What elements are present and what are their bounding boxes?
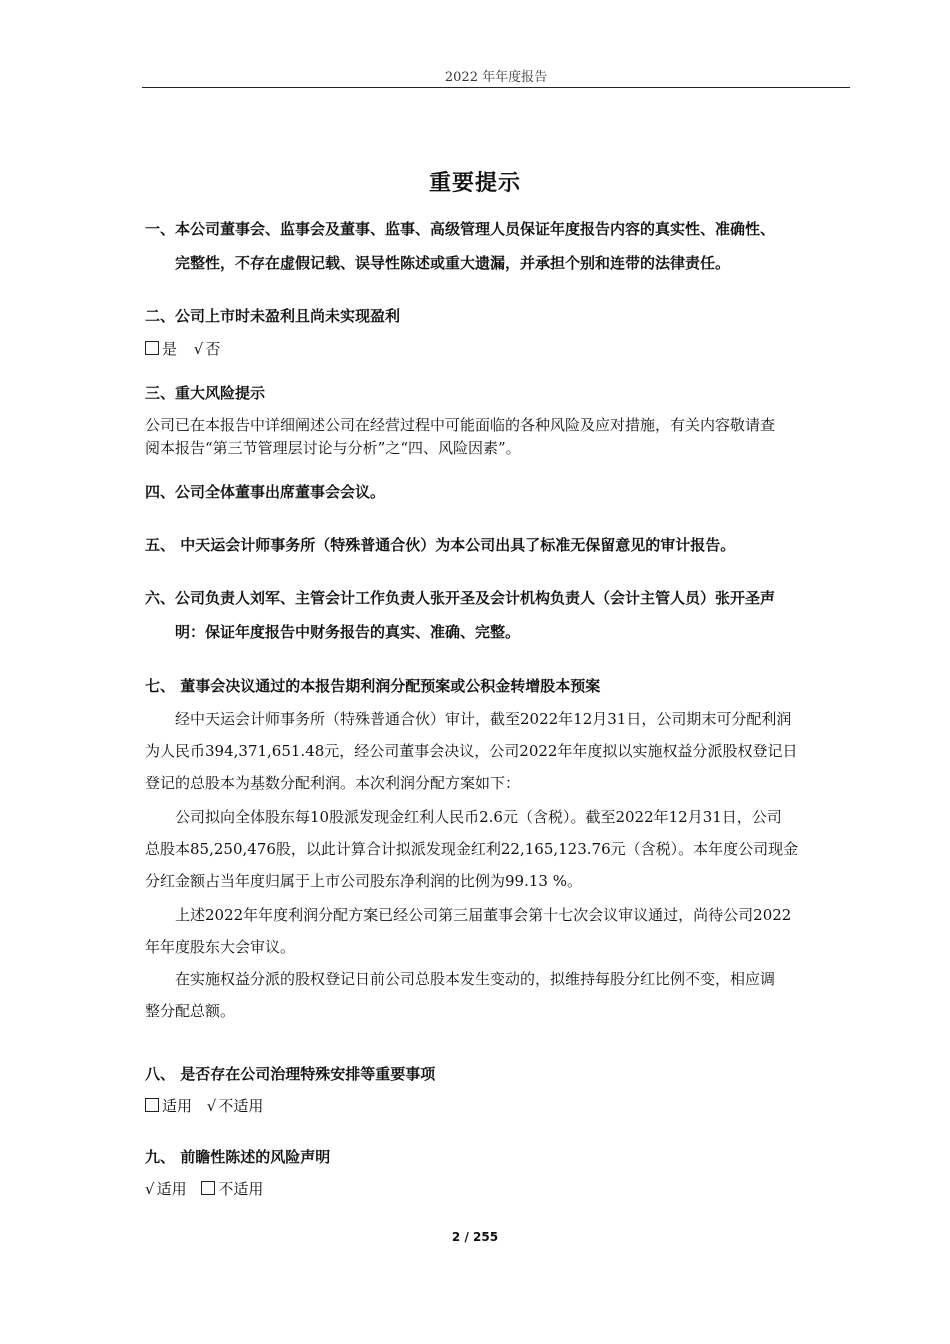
- section-7-p2-line-1: 公司拟向全体股东每10股派发现金红利人民币2.6元（含税）。截至2022年12月31日，公司: [175, 808, 782, 826]
- section-7-p1-line-1: 经中天运会计师事务所（特殊普通合伙）审计，截至2022年12月31日，公司期末可分配利润: [175, 710, 792, 728]
- option-applicable-label: 适用: [162, 1097, 193, 1115]
- checkmark-icon: √: [145, 1180, 155, 1198]
- checkbox-empty-icon: [201, 1181, 215, 1195]
- section-3-line-1: 公司已在本报告中详细阐述公司在经营过程中可能面临的各种风险及应对措施，有关内容敬请查: [145, 416, 776, 434]
- section-9-options: [145, 1178, 263, 1199]
- option-not-applicable-label: 不适用: [218, 1180, 264, 1198]
- section-5-heading: 五、 中天运会计师事务所（特殊普通合伙）为本公司出具了标准无保留意见的审计报告。: [145, 536, 736, 554]
- checkbox-empty-icon: [145, 341, 159, 355]
- page-header: 2022 年年度报告: [444, 70, 548, 85]
- section-2-heading: 二、公司上市时未盈利且尚未实现盈利: [145, 307, 401, 325]
- section-7-p1-line-2: 为人民币394,371,651.48元，经公司董事会决议，公司2022年年度拟以实施权益分派股权登记日: [145, 742, 798, 760]
- option-no-label: 否: [205, 340, 221, 358]
- section-7-p2-line-2: 总股本85,250,476股，以此计算合计拟派发现金红利22,165,123.76元（含税）。本年度公司现金: [145, 840, 799, 858]
- section-4-heading: 四、公司全体董事出席董事会会议。: [145, 483, 386, 501]
- section-8-heading: 八、 是否存在公司治理特殊安排等重要事项: [145, 1065, 436, 1083]
- section-2-options: [145, 338, 220, 359]
- section-9-heading: 九、 前瞻性陈述的风险声明: [145, 1148, 331, 1166]
- option-yes-label: 是: [162, 340, 178, 358]
- section-6-line-2: 明：保证年度报告中财务报告的真实、准确、完整。: [175, 623, 521, 641]
- section-3-line-2: 阅本报告“第三节管理层讨论与分析”之“四、风险因素”。: [145, 439, 521, 457]
- option-applicable-label: 适用: [156, 1180, 187, 1198]
- section-7-heading: 七、 董事会决议通过的本报告期利润分配预案或公积金转增股本预案: [145, 677, 601, 695]
- section-7-p4-line-2: 整分配总额。: [145, 1002, 236, 1020]
- page-number: 2 / 255: [451, 1230, 499, 1244]
- option-not-applicable-label: 不适用: [218, 1097, 264, 1115]
- section-7-p2-line-3: 分红金额占当年度归属于上市公司股东净利润的比例为99.13 %。: [145, 872, 582, 890]
- section-8-options: [145, 1095, 263, 1116]
- section-1-line-2: 完整性，不存在虚假记载、误导性陈述或重大遗漏，并承担个别和连带的法律责任。: [175, 254, 731, 272]
- section-6-line-1: 六、公司负责人刘军、主管会计工作负责人张开圣及会计机构负责人（会计主管人员）张开圣声: [145, 589, 776, 607]
- section-7-p1-line-3: 登记的总股本为基数分配利润。本次利润分配方案如下：: [145, 774, 521, 792]
- header-divider: [142, 87, 850, 88]
- section-7-p3-line-2: 年年度股东大会审议。: [145, 938, 296, 956]
- section-1-line-1: 一、本公司董事会、监事会及董事、监事、高级管理人员保证年度报告内容的真实性、准确性、: [145, 220, 776, 238]
- checkbox-empty-icon: [145, 1098, 159, 1112]
- section-3-heading: 三、重大风险提示: [145, 384, 266, 402]
- page-title: 重要提示: [428, 171, 521, 196]
- section-7-p3-line-1: 上述2022年年度利润分配方案已经公司第三届董事会第十七次会议审议通过，尚待公司2022: [175, 906, 792, 924]
- section-7-p4-line-1: 在实施权益分派的股权登记日前公司总股本发生变动的，拟维持每股分红比例不变，相应调: [175, 970, 776, 988]
- checkmark-icon: √: [206, 1097, 217, 1115]
- checkmark-icon: √: [193, 340, 204, 358]
